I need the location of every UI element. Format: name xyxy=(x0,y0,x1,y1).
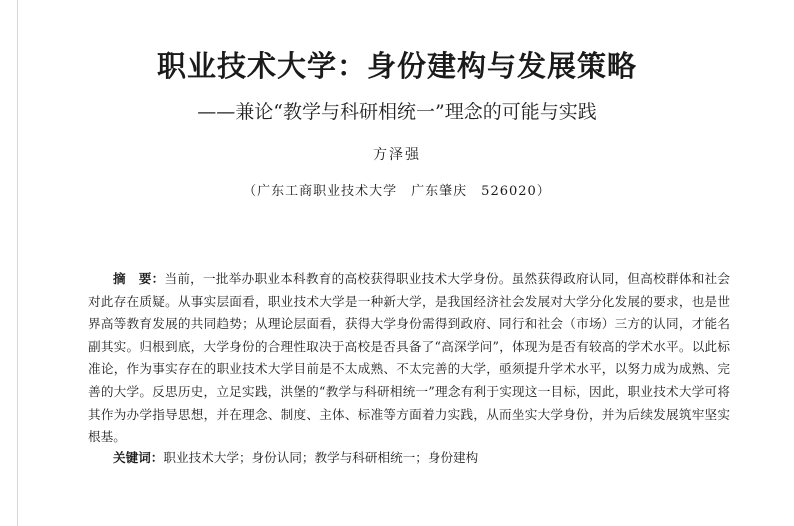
paper-subtitle: ——兼论“教学与科研相统一”理念的可能与实践 xyxy=(197,101,597,123)
abstract-label: 摘 要： xyxy=(113,271,165,286)
abstract-paragraph xyxy=(88,268,730,449)
abstract-text: 当前，一批举办职业本科教育的高校获得职业技术大学身份。虽然获得政府认同，但高校群体和社会对此存在质疑。从事实层面看，职业技术大学是一种新大学，是我国经济社会发展对大学分化发展的要求，也是世界高等教育发展的共同趋势；从理论层面看，获得大学身份需得到政府、同行和社会（市场）三方的认同，才能名副其实。归根到底，大学身份的合理性取决于高校是否具备了“高深学问”，体现为是否有较高的学术水平。以此标准论，作为事实存在的职业技术大学目前是不太成熟、不太完善的大学，亟须提升学术水平，以努力成为成熟、完善的大学。反思历史，立足实践，洪堡的“教学与科研相统一”理念有利于实现这一目标，因此，职业技术大学可将其作为办学指导思想，并在理念、制度、主体、标准等方面着力实践，从而坐实大学身份，并为后续发展筑牢坚实根基。 xyxy=(88,271,731,445)
keywords-text: 职业技术大学；身份认同；教学与科研相统一；身份建构 xyxy=(163,450,479,465)
keywords-label: 关键词： xyxy=(113,450,164,465)
paper-title: 职业技术大学：身份建构与发展策略 xyxy=(156,49,637,83)
author-name: 方泽强 xyxy=(373,147,421,163)
author-affiliation: （广东工商职业技术大学 广东肇庆 526020） xyxy=(243,184,551,199)
keywords-line xyxy=(113,447,730,469)
